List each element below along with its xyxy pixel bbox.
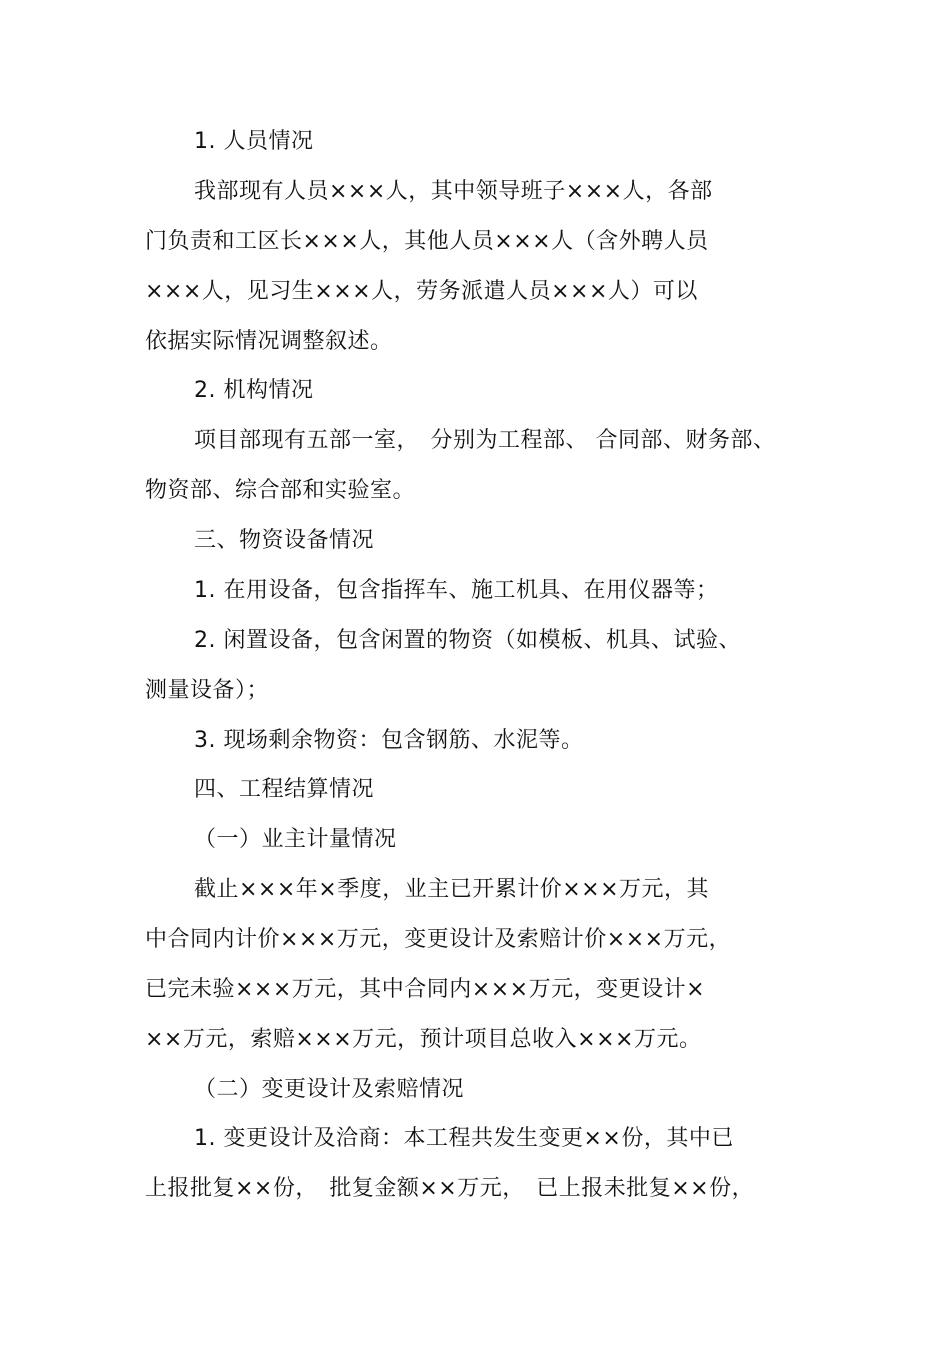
subheading-owner-measurement: （一）业主计量情况 bbox=[194, 827, 397, 852]
heading-organization: 2. 机构情况 bbox=[194, 378, 314, 403]
paragraph-line: ××万元，索赔×××万元，预计项目总收入×××万元。 bbox=[145, 1027, 702, 1052]
paragraph-line: 已完未验×××万元，其中合同内×××万元，变更设计× bbox=[145, 977, 706, 1002]
paragraph-line: ×××人，见习生×××人，劳务派遣人员×××人）可以 bbox=[145, 279, 698, 304]
list-item: 2. 闲置设备，包含闲置的物资（如模板、机具、试验、 bbox=[194, 628, 741, 653]
heading-equipment: 三、物资设备情况 bbox=[194, 528, 375, 553]
paragraph-line: 依据实际情况调整叙述。 bbox=[145, 329, 393, 354]
paragraph-line: 上报批复××份， 批复金额××万元， 已上报未批复××份， bbox=[145, 1176, 755, 1201]
paragraph-line: 中合同内计价×××万元，变更设计及索赔计价×××万元， bbox=[145, 927, 732, 952]
paragraph-line: 截止×××年×季度，业主已开累计价×××万元，其 bbox=[194, 877, 710, 902]
paragraph-line: 我部现有人员×××人，其中领导班子×××人，各部 bbox=[194, 179, 713, 204]
paragraph-line: 项目部现有五部一室， 分别为工程部、 合同部、财务部、 bbox=[194, 428, 776, 453]
paragraph-line: 测量设备）； bbox=[145, 678, 270, 703]
list-item: 1. 在用设备，包含指挥车、施工机具、在用仪器等； bbox=[194, 578, 719, 603]
paragraph-line: 门负责和工区长×××人，其他人员×××人（含外聘人员 bbox=[145, 229, 709, 254]
list-item: 3. 现场剩余物资：包含钢筋、水泥等。 bbox=[194, 728, 584, 753]
heading-personnel: 1. 人员情况 bbox=[194, 129, 314, 154]
subheading-change-claims: （二）变更设计及索赔情况 bbox=[194, 1077, 465, 1102]
list-item: 1. 变更设计及洽商：本工程共发生变更××份，其中已 bbox=[194, 1126, 734, 1151]
paragraph-line: 物资部、综合部和实验室。 bbox=[145, 478, 416, 503]
heading-settlement: 四、工程结算情况 bbox=[194, 777, 375, 802]
